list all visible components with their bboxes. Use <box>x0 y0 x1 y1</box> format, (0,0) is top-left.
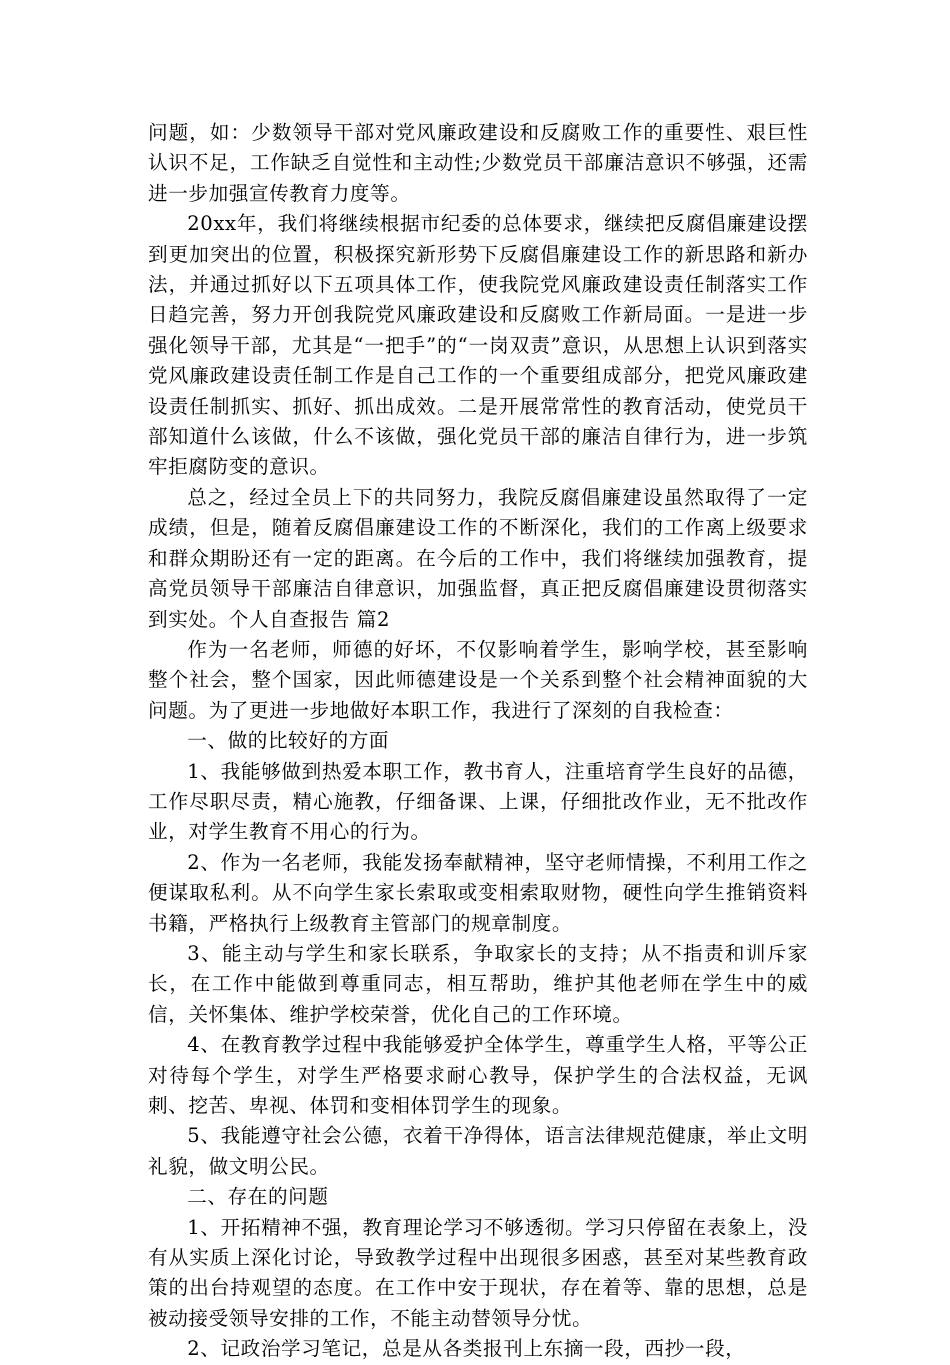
list-item <box>148 848 808 939</box>
list-item <box>148 1121 808 1182</box>
paragraph <box>148 209 808 483</box>
list-item-text: 3、能主动与学生和家长联系，争取家长的支持；从不指责和训斥家长，在工作中能做到尊重同志，相互帮助，维护其他老师在学生中的威信，关怀集体、维护学校荣誉，优化自己的工作环境。 <box>148 941 808 1026</box>
list-item <box>148 939 808 1030</box>
paragraph <box>148 635 808 726</box>
section-heading-text: 一、做的比较好的方面 <box>187 729 390 753</box>
paragraph-text: 作为一名老师，师德的好坏，不仅影响着学生，影响学校，甚至影响整个社会，整个国家，因此师德建设是一个关系到整个社会精神面貌的大问题。为了更进一步地做好本职工作，我进行了深刻的自我检查： <box>148 637 808 722</box>
paragraph-text: 20xx年，我们将继续根据市纪委的总体要求，继续把反腐倡廉建设摆到更加突出的位置，积极探究新形势下反腐倡廉建设工作的新思路和新办法，并通过抓好以下五项具体工作，使我院党风廉政建设责任制落实工作日趋完善，努力开创我院党风廉政建设和反腐败工作新局面。一是进一步强化领导干部，尤其是“一把手”的“一岗双责”意识，从思想上认识到落实党风廉政建设责任制工作是自己工作的一个重要组成部分，把党风廉政建设责任制抓实、抓好、抓出成效。二是开展常常性的教育活动，使党员干部知道什么该做，什么不该做，强化党员干部的廉洁自律行为，进一步筑牢拒腐防变的意识。 <box>148 212 808 479</box>
paragraph <box>148 483 808 635</box>
section-heading-text: 二、存在的问题 <box>187 1185 329 1209</box>
list-item <box>148 1030 808 1121</box>
list-item-text: 4、在教育教学过程中我能够爱护全体学生，尊重学生人格，平等公正对待每个学生，对学生严格要求耐心教导，保护学生的合法权益，无讽刺、挖苦、卑视、体罚和变相体罚学生的现象。 <box>148 1033 808 1117</box>
paragraph <box>148 118 808 209</box>
list-item-text: 5、我能遵守社会公德，衣着干净得体，语言法律规范健康，举止文明礼貌，做文明公民。 <box>148 1124 808 1178</box>
list-item-text: 1、我能够做到热爱本职工作，教书育人，注重培育学生良好的品德，工作尽职尽责，精心施教，仔细备课、上课，仔细批改作业，无不批改作业，对学生教育不用心的行为。 <box>148 759 808 844</box>
list-item <box>148 1334 808 1364</box>
list-item <box>148 1213 808 1335</box>
document-body <box>148 118 808 1365</box>
list-item-text: 2、记政治学习笔记，总是从各类报刊上东摘一段，西抄一段， <box>187 1337 746 1361</box>
paragraph-text: 问题，如：少数领导干部对党风廉政建设和反腐败工作的重要性、艰巨性认识不足，工作缺乏自觉性和主动性;少数党员干部廉洁意识不够强，还需进一步加强宣传教育力度等。 <box>148 121 808 205</box>
list-item <box>148 757 808 848</box>
section-heading <box>148 1182 808 1212</box>
paragraph-text: 总之，经过全员上下的共同努力，我院反腐倡廉建设虽然取得了一定成绩，但是，随着反腐倡廉建设工作的不断深化，我们的工作离上级要求和群众期盼还有一定的距离。在今后的工作中，我们将继续加强教育，提高党员领导干部廉洁自律意识，加强监督，真正把反腐倡廉建设贯彻落实到实处。个人自查报告 篇2 <box>148 485 808 631</box>
list-item-text: 1、开拓精神不强，教育理论学习不够透彻。学习只停留在表象上，没有从实质上深化讨论，导致教学过程中出现很多困惑，甚至对某些教育政策的出台持观望的态度。在工作中安于现状，存在着等、靠的思想，总是被动接受领导安排的工作，不能主动替领导分忧。 <box>148 1215 808 1330</box>
list-item-text: 2、作为一名老师，我能发扬奉献精神，坚守老师情操，不利用工作之便谋取私利。从不向学生家长索取或变相索取财物，硬性向学生推销资料书籍，严格执行上级教育主管部门的规章制度。 <box>148 850 808 935</box>
section-heading <box>148 726 808 756</box>
